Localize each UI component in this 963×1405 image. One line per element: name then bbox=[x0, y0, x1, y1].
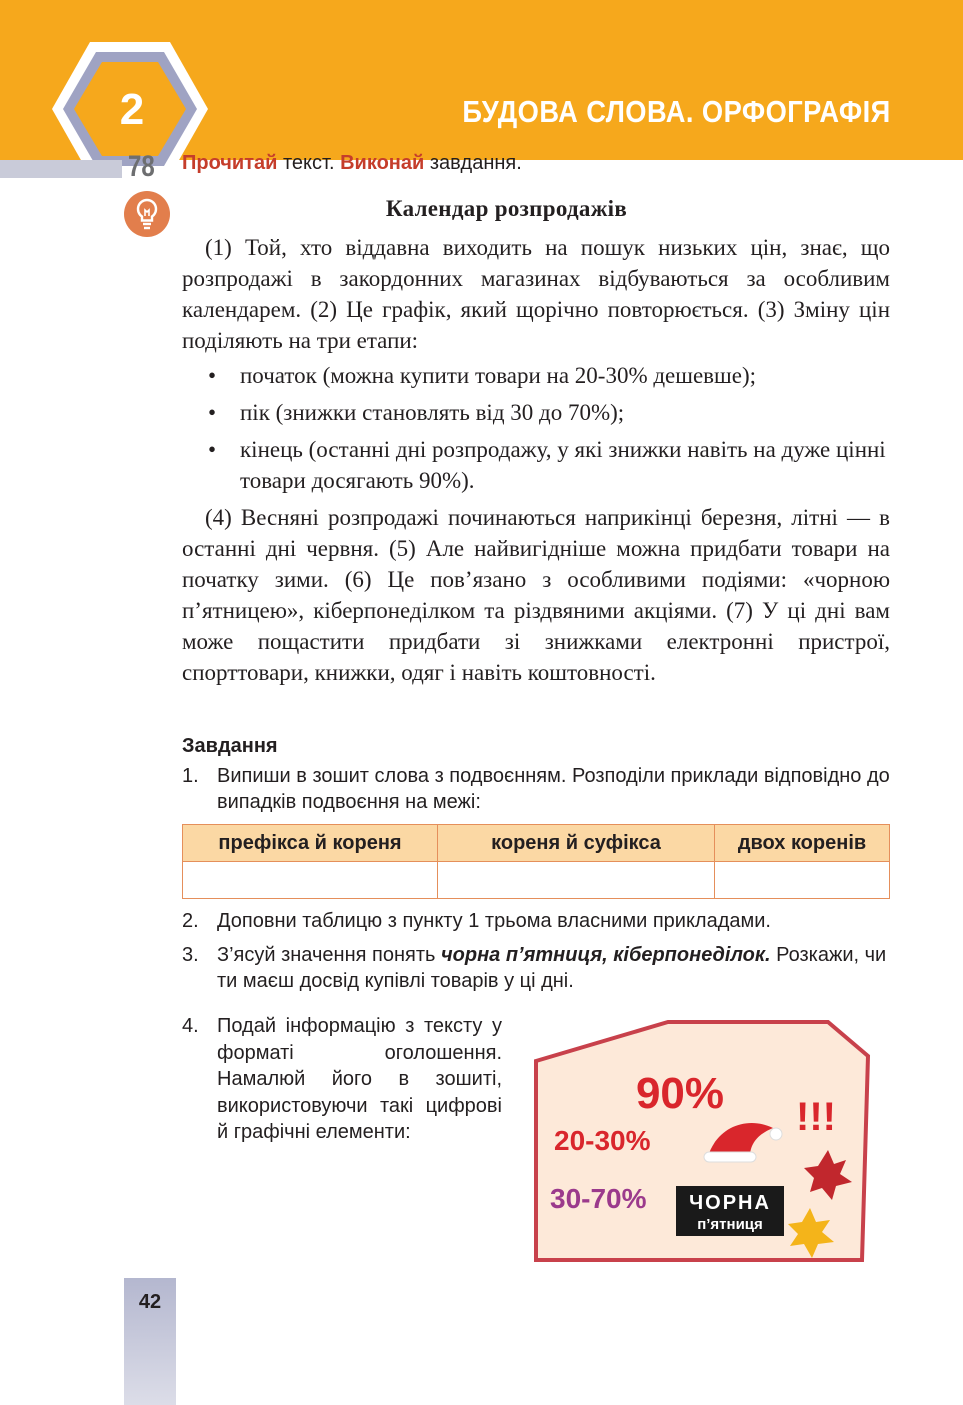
task-3-terms: чорна п’ятниця, кіберпонеділок. bbox=[440, 944, 771, 966]
task-4-number: 4. bbox=[182, 1015, 199, 1037]
ad-range-1: 20-30% bbox=[554, 1125, 651, 1156]
task-4 bbox=[182, 1013, 502, 1146]
exercise-instruction bbox=[182, 152, 522, 175]
task-3-text: З’ясуй значення понять чорна п’ятниця, кіберпонеділок. Розкажи, чи ти маєш досвід купівлі товарів у ці дні. bbox=[217, 944, 887, 992]
page-number: 42 bbox=[138, 1291, 162, 1313]
exercise-number: 78 bbox=[128, 150, 155, 183]
list-item: • початок (можна купити товари на 20-30% дешевше); bbox=[208, 363, 757, 388]
sale-ad-illustration bbox=[528, 1016, 883, 1278]
instruction-text-2: завдання. bbox=[424, 152, 522, 174]
task-3 bbox=[182, 942, 890, 994]
ad-range-2: 30-70% bbox=[550, 1183, 647, 1214]
text-title: Календар розпродажів bbox=[385, 196, 628, 221]
task-4-text: Подай інформацію з тексту у форматі оголошення. Намалюй його в зошиті, використовуючи такі цифрові й графічні елементи: bbox=[217, 1015, 502, 1143]
task-3-number: 3. bbox=[182, 944, 199, 966]
table-header-two-roots: двох коренів bbox=[715, 825, 890, 862]
text-paragraph-1: (1) Той, хто віддавна виходить на пошук низьких цін, знає, що розпродажі в закордонних магазинах відбуваються за особливим календарем. (2) Це графік, який щорічно повторюється. (3) Зміну цін поділяють на три етапи: bbox=[182, 235, 890, 353]
chapter-title: БУДОВА СЛОВА. ОРФОГРАФІЯ bbox=[462, 94, 891, 129]
table-header-row bbox=[183, 825, 890, 862]
task-2 bbox=[182, 908, 890, 934]
task-2-number: 2. bbox=[182, 910, 199, 932]
list-item: • кінець (останні дні розпродажу, у які знижки навіть на дуже цінні товари досягають 90%). bbox=[208, 437, 886, 493]
table-cell bbox=[715, 862, 890, 899]
instruction-text-1: текст. bbox=[277, 152, 341, 174]
task-1-number: 1. bbox=[182, 765, 199, 787]
task-1 bbox=[182, 763, 890, 815]
text-paragraph-2: (4) Весняні розпродажі починаються наприкінці березня, літні — в останні дні червня. (5) Але найвигідніше можна придбати товари на початку зими. (6) Це пов’язано з особливими подіями: «чорною п’ятницею», кіберпонеділком та різдвяними акціями. (7) У ці дні вам може пощастити придбати зі знижками електронні пристрої, спорттовари, книжки, одяг і навіть коштовності. bbox=[182, 505, 890, 685]
ad-exclaim: !!! bbox=[796, 1095, 836, 1139]
task-2-text: Доповни таблицю з пункту 1 трьома власними прикладами. bbox=[217, 910, 771, 932]
table-header-root-suffix: кореня й суфікса bbox=[438, 825, 715, 862]
doubling-table bbox=[182, 824, 890, 899]
task-1-text: Випиши в зошит слова з подвоєнням. Розподіли приклади відповідно до випадків подвоєння на межі: bbox=[217, 765, 890, 813]
instruction-do: Виконай bbox=[340, 152, 425, 174]
ad-bf-line-2: п’ятниця bbox=[697, 1216, 763, 1233]
ad-bf-line-1: ЧОРНА bbox=[689, 1192, 771, 1214]
black-friday-label bbox=[676, 1186, 784, 1236]
table-header-prefix-root: префікса й кореня bbox=[183, 825, 438, 862]
table-cell bbox=[183, 862, 438, 899]
table-row bbox=[183, 862, 890, 899]
bullet-list bbox=[182, 360, 890, 502]
instruction-read: Прочитай bbox=[182, 152, 278, 174]
chapter-number: 2 bbox=[119, 85, 145, 134]
tasks-heading: Завдання bbox=[182, 735, 278, 757]
exercise-marker-strip bbox=[0, 160, 122, 178]
table-cell bbox=[438, 862, 715, 899]
ad-big-percent: 90% bbox=[635, 1069, 725, 1118]
list-item: • пік (знижки становлять від 30 до 70%); bbox=[208, 400, 625, 425]
